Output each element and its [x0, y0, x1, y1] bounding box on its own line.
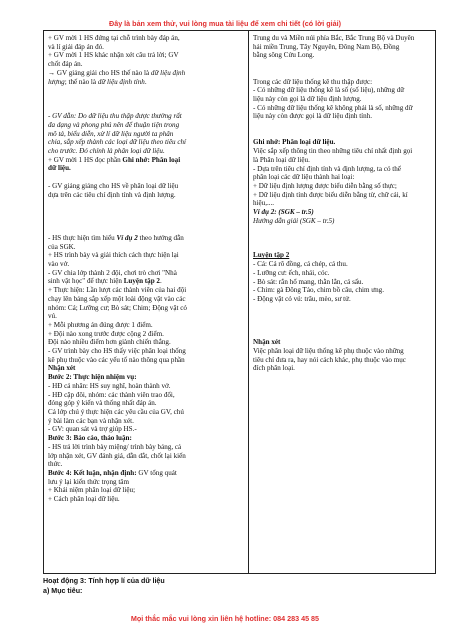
text-line: là Phân loại dữ liệu.	[253, 155, 310, 164]
text-line: lượng; thế nào là dữ liệu định tính.	[48, 77, 147, 86]
activity-heading: Hoạt động 3: Tính hợp lí của dữ liệu	[43, 577, 165, 585]
text-line: hải miền Trung, Tây Nguyên, Đông Nam Bộ, Đồng	[253, 42, 400, 51]
step-heading: Bước 2: Thực hiện nhiệm vụ:	[48, 373, 137, 382]
step-heading: Bước 4: Kết luận, nhận định: GV tổng quát	[48, 468, 177, 477]
text-line: nhóm: Cá; Lưỡng cư; Bò sát; Chim; Động vật có	[48, 303, 187, 312]
text-line: + Thực hiện: Lần lượt các thành viên của hai đội	[48, 286, 187, 295]
text-line: - GV giảng giảng cho HS về phân loại dữ liệu	[48, 181, 179, 190]
text-line: thức.	[48, 460, 63, 469]
text-line: Trong các dữ liệu thống kê thu thập được:	[253, 77, 373, 86]
text-line: phân loại các dữ liệu thành hai loại:	[253, 173, 355, 182]
text-line: liệu này còn được gọi là dữ liệu định tính.	[253, 112, 373, 121]
text-line: chạy lên bảng sắp xếp một loài động vật vào các	[48, 294, 186, 303]
text-line: Trung du và Miền núi phía Bắc, Bắc Trung Bộ và Duyên	[253, 34, 415, 42]
note-heading: Ghi nhớ: Phân loại dữ liệu.	[253, 138, 336, 147]
example-heading: Ví dụ 2: (SGK – tr.5)	[253, 208, 314, 217]
preview-banner: Đây là bản xem thử, vui lòng mua tài liệu để xem chi tiết (có lời giải)	[109, 19, 341, 28]
text-line: dữ liệu.	[48, 164, 71, 173]
text-line: - HS thực hiện tìm hiểu Ví dụ 2 theo hướng dẫn	[48, 233, 184, 242]
text-line: tiêu chí đưa ra, hay nói cách khác, phụ thuộc vào mục	[253, 355, 406, 364]
text-line: - GV: quan sát và trợ giúp HS.-	[48, 425, 137, 434]
hotline-footer: Mọi thắc mắc vui lòng xin liên hệ hotline: 084 283 45 85	[130, 614, 320, 623]
text-line: mô tả, biểu diễn, xử lí dữ liệu người ta phân	[48, 129, 174, 138]
text-line: ý bài làm các bạn và nhận xét.	[48, 416, 134, 425]
practice-heading: Luyện tập 2	[253, 251, 290, 260]
text-line: - Chim: gà Đông Tảo, chim bồ câu, chim ưng.	[253, 286, 384, 295]
lesson-table	[43, 30, 436, 574]
text-line: đích phân loại.	[253, 364, 295, 373]
remark-heading: Nhận xét	[253, 338, 281, 347]
step-heading: Bước 3: Báo cáo, thảo luận:	[48, 434, 132, 443]
text-line: + Đội nào xong trước được cộng 2 điểm.	[48, 329, 164, 338]
text-line: kê phụ thuộc vào các yếu tố nào thông qua phần	[48, 355, 185, 364]
text-line: + Cách phân loại dữ liệu.	[48, 495, 120, 504]
text-line: Đội nào nhiều điểm hơn giành chiến thắng.	[48, 338, 171, 347]
text-line: đóng góp ý kiến và thống nhất đáp án.	[48, 399, 157, 408]
text-line: liệu này còn gọi là dữ liệu định lượng.	[253, 94, 362, 103]
text-line: chốt đáp án.	[48, 60, 83, 69]
text-line: + GV mời 1 HS khác nhận xét câu trả lời; GV	[48, 51, 179, 60]
text-line: Hướng dẫn giải (SGK – tr.5)	[253, 216, 335, 225]
text-line: - GV trình bày cho HS thấy việc phân loại thống	[48, 347, 186, 356]
text-line: + GV mời 1 HS đọc phần Ghi nhớ: Phân loại	[48, 155, 181, 164]
text-line: + Khái niệm phân loại dữ liệu;	[48, 486, 136, 495]
objective-heading: a) Mục tiêu:	[43, 587, 83, 595]
text-line: vào vở.	[48, 260, 70, 269]
text-line: - Lưỡng cư: ếch, nhái, cóc.	[253, 268, 330, 277]
text-line: - Có những dữ liệu thống kê không phải là số, những dữ	[253, 103, 413, 112]
student-results-cell	[249, 31, 436, 574]
text-line: lớp nhận xét, GV đánh giá, dẫn dắt, chốt lại kiến	[48, 451, 186, 460]
text-line: dựa trên các tiêu chí định tính và định lượng.	[48, 190, 176, 199]
text-line: - Cá: Cá rô đồng, cá chép, cá thu.	[253, 260, 348, 269]
text-line: - Dựa trên tiêu chí định tính và định lượng, ta có thể	[253, 164, 401, 173]
text-line: → GV giảng giải cho HS thế nào là dữ liệu định	[48, 68, 186, 77]
text-line: cho trước. Đó chính là phân loại dữ liệu.	[48, 147, 165, 156]
text-line: - GV dẫn: Do dữ liệu thu thập được thường rất	[48, 112, 182, 121]
text-line: đa dạng và phong phú nên để thuận tiện trong	[48, 120, 180, 129]
text-line: và lí giải đáp án đó.	[48, 42, 104, 51]
text-line: hiệu,....	[253, 199, 275, 208]
text-line: bằng sông Cửu Long.	[253, 51, 315, 60]
text-line: - HĐ cá nhân: HS suy nghĩ, hoàn thành vở.	[48, 381, 171, 390]
text-line: Nhận xét	[48, 364, 76, 373]
text-line: Cả lớp chú ý thực hiện các yêu cầu của GV, chú	[48, 407, 184, 416]
text-line: + HS trình bày và giải thích cách thực hiện lại	[48, 251, 179, 260]
text-line: - HĐ cặp đôi, nhóm: các thành viên trao đổi,	[48, 390, 175, 399]
text-line: + Dữ liệu định lượng được biểu diễn bằng số thực;	[253, 181, 397, 190]
text-line: - Có những dữ liệu thống kê là số (số liệu), những dữ	[253, 86, 405, 95]
text-line: + Dữ liệu định tính được biểu diễn bằng từ, chữ cái, kí	[253, 190, 408, 199]
text-line: chia, sắp xếp thành các loại dữ liệu theo tiêu chí	[48, 138, 187, 147]
text-line: + GV mời 1 HS đứng tại chỗ trình bày đáp án,	[48, 34, 180, 42]
text-line: vú.	[48, 312, 57, 321]
text-line: + Mỗi phương án đúng được 1 điểm.	[48, 320, 153, 329]
text-line: - HS trả lời trình bày miệng/ trình bày bảng, cả	[48, 442, 182, 451]
text-line: của SGK.	[48, 242, 76, 251]
text-line: Việc sắp xếp thông tin theo những tiêu chí nhất định gọi	[253, 147, 413, 156]
text-line: lưu ý lại kiến thức trọng tâm	[48, 477, 129, 486]
text-line: - Động vật có vú: trâu, mèo, sư tử.	[253, 294, 351, 303]
text-line: Việc phân loại dữ liệu thống kê phụ thuộc vào những	[253, 347, 404, 356]
teacher-activities-cell	[44, 31, 249, 574]
text-line: - Bò sát: rắn hổ mang, thằn lằn, cá sấu.	[253, 277, 364, 286]
text-line: - GV chia lớp thành 2 đội, chơi trò chơi "Nhà	[48, 268, 177, 277]
text-line: sinh vật học" để thực hiện Luyện tập 2.	[48, 277, 162, 286]
